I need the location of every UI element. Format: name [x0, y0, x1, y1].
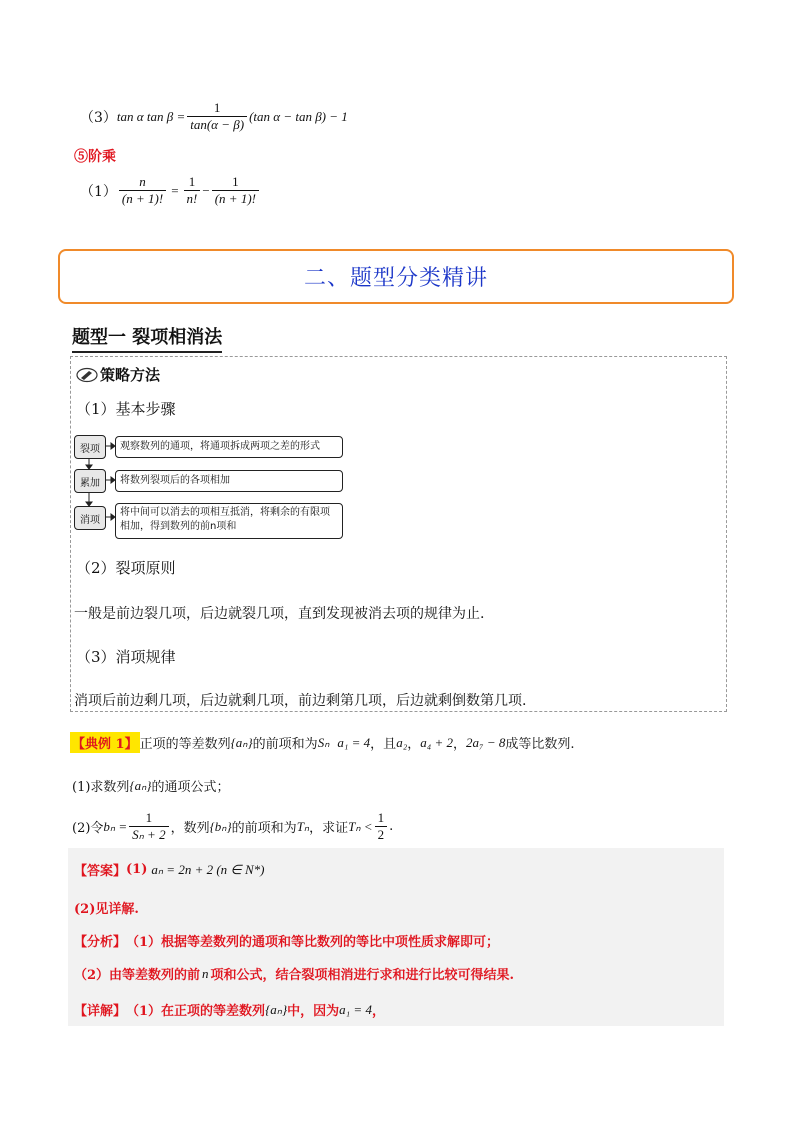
example-text: 正项的等差数列 — [139, 737, 231, 752]
formula-label: （1） — [80, 183, 117, 200]
fraction-denominator: Sₙ + 2 — [132, 827, 166, 842]
math-seq: {aₙ} — [129, 777, 152, 793]
question-text: 的前项和为 — [231, 821, 297, 836]
minus-sign: − — [202, 182, 210, 198]
detail-text: 中，因为 — [287, 1004, 340, 1019]
question-text: (2)令 — [72, 821, 104, 836]
factorial-heading: ⑤阶乘 — [74, 149, 116, 165]
answer-line-1 — [74, 860, 265, 879]
step3-text: 消项后前边剩几项，后边就剩几项，前边剩第几项，后边就剩倒数第几项. — [74, 693, 527, 709]
math-sn: Sₙ — [317, 734, 330, 750]
fraction — [375, 810, 388, 843]
fraction — [129, 810, 168, 843]
example-text: 成等比数列. — [505, 737, 575, 752]
fraction — [119, 174, 166, 207]
formula-rhs: (tan α − tan β) − 1 — [249, 108, 348, 124]
fraction — [184, 174, 201, 207]
step1-heading: （1）基本步骤 — [76, 400, 176, 418]
fraction-numerator: 1 — [129, 810, 168, 827]
flow-step-split: 观察数列的通项，将通项拆成两项之差的形式 — [115, 436, 343, 458]
math-tn: Tₙ — [296, 818, 310, 834]
detail-text: （1）在正项的等差数列 — [126, 1004, 266, 1019]
question-1 — [72, 776, 230, 795]
analysis-text: （2）由等差数列的前 — [74, 968, 201, 983]
flow-step-cancel: 将中间可以消去的项相互抵消，将剩余的有限项相加，得到数列的前n项和 — [115, 503, 343, 539]
flow-label-cancel: 消项 — [74, 506, 106, 530]
question-text: . — [389, 819, 394, 834]
math-seq: {bₙ} — [209, 818, 232, 834]
fraction-numerator: 1 — [184, 174, 201, 191]
fraction-denominator: n! — [186, 191, 198, 206]
fraction-denominator: 2 — [377, 827, 385, 842]
example-text: 的前项和为 — [252, 737, 318, 752]
math-a7: 2a₇ − 8 — [466, 734, 506, 750]
math-ineq: Tₙ < — [348, 818, 373, 834]
strategy-header — [76, 364, 160, 385]
step2-text: 一般是前边裂几项，后边就裂几项，直到发现被消去项的规律为止. — [74, 606, 485, 622]
math-cond: a₁ = 4 — [339, 1001, 372, 1017]
fraction-denominator: (n + 1)! — [214, 191, 256, 206]
answer-part: (1) — [126, 862, 148, 877]
banner-title: 二、题型分类精讲 — [303, 266, 488, 291]
flow-label-sum: 累加 — [74, 469, 106, 493]
formula-label: （3） — [80, 109, 117, 126]
answer-part2: (2)见详解. — [74, 902, 139, 917]
step3-heading: （3）消项规律 — [76, 648, 176, 666]
formula-factorial: （1） $\frac{n}{(n + 1)!}$ = $\frac{1}{n!}$ − $\frac{1}{(n + 1)!}$ — [80, 174, 261, 207]
flow-label-split: 裂项 — [74, 435, 106, 459]
math-bn: bₙ = — [103, 818, 128, 834]
answer-formula: aₙ = 2n + 2 (n ∈ N*) — [151, 861, 265, 877]
math-seq: {aₙ} — [265, 1001, 288, 1017]
question-text: ，数列 — [170, 821, 210, 836]
detail-text: ， — [371, 1004, 385, 1019]
step2-heading: （2）裂项原则 — [76, 559, 176, 577]
fraction-numerator: 1 — [375, 810, 388, 827]
fraction-numerator: 1 — [187, 100, 247, 117]
math-cond: a₁ = 4 — [337, 734, 371, 750]
analysis-text: 项和公式，结合裂项相消进行求和进行比较可得结果. — [210, 968, 515, 983]
section-title: 题型一 裂项相消法 — [72, 323, 222, 353]
analysis-line-1 — [74, 931, 499, 950]
math-a2: a₂ — [396, 734, 408, 750]
fraction — [187, 100, 247, 133]
detail-tag: 【详解】 — [74, 1004, 127, 1019]
answer-tag: 【答案】 — [74, 864, 127, 879]
question-text: (1)求数列 — [72, 780, 130, 795]
fraction-numerator: 1 — [212, 174, 259, 191]
detail-line-1 — [74, 1000, 385, 1019]
analysis-text: （1）根据等差数列的通项和等比数列的等比中项性质求解即可； — [126, 935, 500, 950]
question-text: ，求证 — [309, 821, 349, 836]
section-banner — [58, 249, 734, 304]
fraction-numerator: n — [119, 174, 166, 191]
pen-icon — [76, 367, 98, 383]
question-text: 的通项公式； — [151, 780, 230, 795]
example-text: ，且 — [370, 737, 397, 752]
math-n: n — [202, 965, 209, 981]
question-2 — [72, 810, 393, 843]
strategy-title: 策略方法 — [100, 366, 161, 384]
example-tag: 【典例 1】 — [70, 732, 140, 753]
flow-step-sum: 将数列裂项后的各项相加 — [115, 470, 343, 492]
math-a4: a₄ + 2 — [420, 734, 454, 750]
fraction-denominator: (n + 1)! — [121, 191, 164, 206]
formula-lhs: tan α tan β = — [116, 108, 186, 124]
formula-tan-product — [80, 100, 348, 133]
fraction — [212, 174, 259, 207]
analysis-line-2 — [74, 964, 514, 983]
fraction-denominator: tan(α − β) — [190, 117, 245, 132]
analysis-tag: 【分析】 — [74, 935, 127, 950]
example-stem: 【典例 1】 正项的等差数列 {aₙ} 的前项和为 Sₙ a₁ = 4 ，且 a₂ ， a₄ + 2 ， 2a₇ − 8 成等比数列. — [70, 732, 574, 753]
math-seq: {aₙ} — [230, 734, 253, 750]
